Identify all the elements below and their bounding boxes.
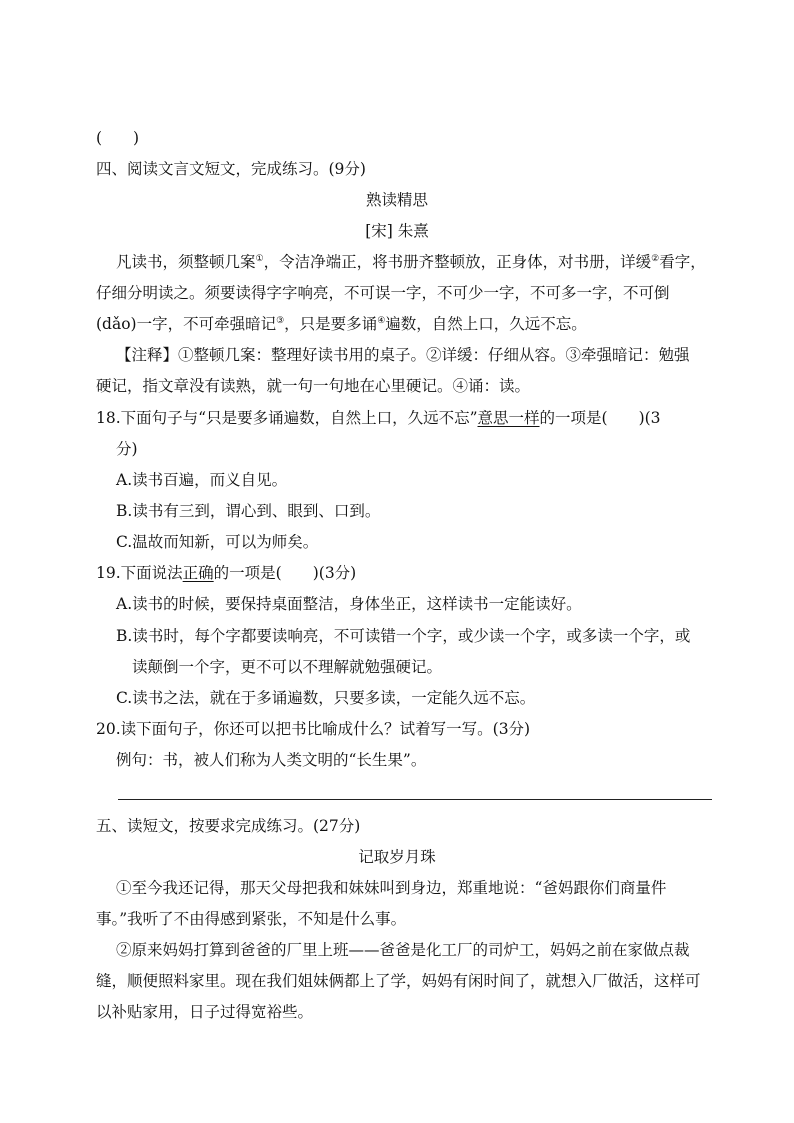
stem-text: 的一项是( )(3 (539, 409, 661, 427)
question-18-stem (96, 407, 712, 429)
notes-line-2: 硬记，指文章没有读熟，就一句一句地在心里硬记。④诵：读。 (96, 377, 531, 395)
q19-option-c: C.读书之法，就在于多诵遍数，只要多读，一定能久远不忘。 (116, 689, 536, 707)
passage-text: 看字， (659, 253, 706, 271)
footnote-marker: ④ (377, 315, 386, 326)
story-p2-line-2: 缝，顺便照料家里。现在我们姐妹俩都上了学，妈妈有闲时间了，就想入厂做活，这样可 (96, 972, 701, 990)
q18-option-b: B.读书有三到，谓心到、眼到、口到。 (116, 502, 381, 520)
section-4-heading: 四、阅读文言文短文，完成练习。(9分) (96, 160, 366, 178)
stem-text: 19.下面说法 (96, 564, 183, 582)
underlined-key-phrase: 正确 (182, 564, 214, 582)
passage-text: ，只是要多诵 (284, 315, 378, 333)
question-18-stem-cont: 分) (116, 440, 138, 458)
q19-option-a: A.读书的时候，要保持桌面整洁，身体坐正，这样读书一定能读好。 (116, 595, 582, 613)
passage-text: 遍数，自然上口，久远不忘。 (385, 315, 587, 333)
passage-line-3 (96, 313, 712, 335)
story-p2-line-1: ②原来妈妈打算到爸爸的厂里上班——爸爸是化工厂的司炉工，妈妈之前在家做点裁 (116, 941, 690, 959)
story-p1-line-2: 事。”我听了不由得感到紧张，不知是什么事。 (96, 910, 407, 928)
section-5-heading: 五、读短文，按要求完成练习。(27分) (96, 817, 361, 835)
question-20-stem: 20.读下面句子，你还可以把书比喻成什么？试着写一写。(3分) (96, 720, 531, 738)
stem-text: 18.下面句子与“只是要多诵遍数，自然上口，久远不忘” (96, 409, 478, 427)
q20-example: 例句：书，被人们称为人类文明的“长生果”。 (116, 751, 427, 769)
answer-line[interactable] (118, 799, 712, 800)
q18-option-c: C.温故而知新，可以为师矣。 (116, 533, 319, 551)
story-p1-line-1: ①至今我还记得，那天父母把我和妹妹叫到身边，郑重地说：“爸妈跟你们商量件 (116, 879, 667, 897)
footnote-marker: ① (255, 253, 264, 264)
question-19-stem (96, 562, 712, 584)
underlined-key-phrase: 意思一样 (477, 409, 540, 427)
footnote-marker: ② (651, 253, 660, 264)
notes-line-1: 【注释】①整顿几案：整理好读书用的桌子。②详缓：仔细从容。③牵强暗记：勉强 (116, 346, 690, 364)
passage-text: ，令洁净端正，将书册齐整顿放，正身体，对书册，详缓 (263, 253, 652, 271)
passage-text: (dǎo)一字，不可牵强暗记 (96, 315, 277, 333)
passage-line-2: 仔细分明读之。须要读得字字响亮，不可误一字，不可少一字，不可多一字，不可倒 (96, 284, 670, 302)
q19-option-b-cont: 读颠倒一个字，更不可以不理解就勉强硬记。 (132, 658, 443, 676)
q19-option-b: B.读书时，每个字都要读响亮，不可读错一个字，或少读一个字，或多读一个字，或 (116, 627, 691, 645)
passage-line-1 (116, 251, 732, 273)
passage-text: 凡读书，须整顿几案 (116, 253, 256, 271)
stem-text: 的一项是( )(3分) (213, 564, 357, 582)
answer-bracket: ( ) (96, 129, 140, 147)
passage-title: 熟读精思 (365, 191, 428, 209)
q18-option-a: A.读书百遍，而义自见。 (116, 471, 288, 489)
story-title: 记取岁月珠 (358, 848, 436, 866)
story-p2-line-3: 以补贴家用，日子过得宽裕些。 (96, 1003, 314, 1021)
footnote-marker: ③ (276, 315, 285, 326)
passage-author: [宋] 朱熹 (365, 222, 429, 240)
